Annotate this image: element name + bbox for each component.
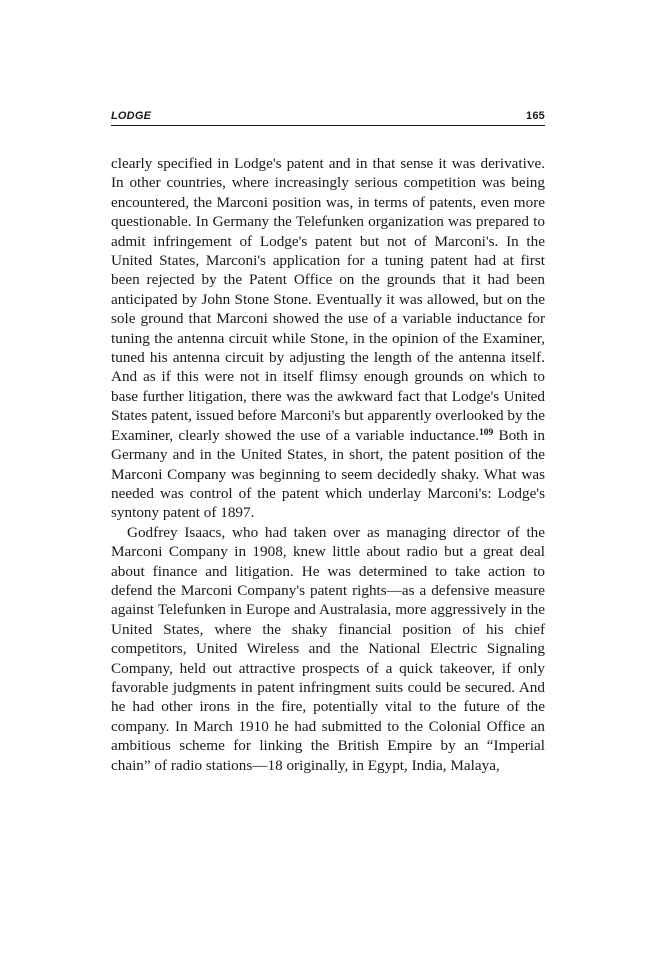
running-title: LODGE xyxy=(111,110,152,122)
paragraph-1 xyxy=(111,154,545,523)
book-page xyxy=(111,104,545,775)
paragraph-2: Godfrey Isaacs, who had taken over as managing director of the Marconi Company in 1908, knew little about radio but a great deal about finance and litigation. He was determined to take action to defend the Marconi Company's patent rights—as a defensive measure against Telefunken in Europe and Australasia, more aggressively in the United States, where the shaky financial position of his chief competitors, United Wireless and the National Electric Signaling Company, held out attractive prospects of a quick takeover, if only favorable judgments in patent infringment suits could be secured. And he had other irons in the fire, potentially vital to the future of the company. In March 1910 he had submitted to the Colonial Office an ambitious scheme for linking the British Empire by an “Imperial chain” of radio stations—18 originally, in Egypt, India, Malaya, xyxy=(111,523,545,774)
body-text xyxy=(111,154,545,775)
paragraph-1-text-b: Both in Germany and in the United States, in short, the patent position of the Marconi Company was beginning to seem decidedly shaky. What was needed was control of the patent which underlay Marconi's: Lodge's syntony patent of 1897. xyxy=(111,426,545,522)
running-head xyxy=(111,104,545,126)
footnote-reference: 109 xyxy=(479,427,494,438)
paragraph-1-text-a: clearly specified in Lodge's patent and in that sense it was derivative. In other countries, where increasingly serious competition was being encountered, the Marconi position was, in terms of patents, even more questionable. In Germany the Telefunken organization was prepared to admit infringement of Lodge's patent but not of Marconi's. In the United States, Marconi's application for a tuning patent had at first been rejected by the Patent Office on the grounds that it had been anticipated by John Stone Stone. Eventually it was allowed, but on the sole ground that Marconi showed the use of a variable inductance for tuning the antenna circuit while Stone, in the opinion of the Examiner, tuned his antenna circuit by adjusting the length of the antenna itself. And as if this were not in itself flimsy enough grounds on which to base further litigation, there was the awkward fact that Lodge's United States patent, issued before Marconi's but apparently overlooked by the Examiner, clearly showed the use of a variable inductance. xyxy=(111,155,545,444)
page-number: 165 xyxy=(526,110,545,122)
